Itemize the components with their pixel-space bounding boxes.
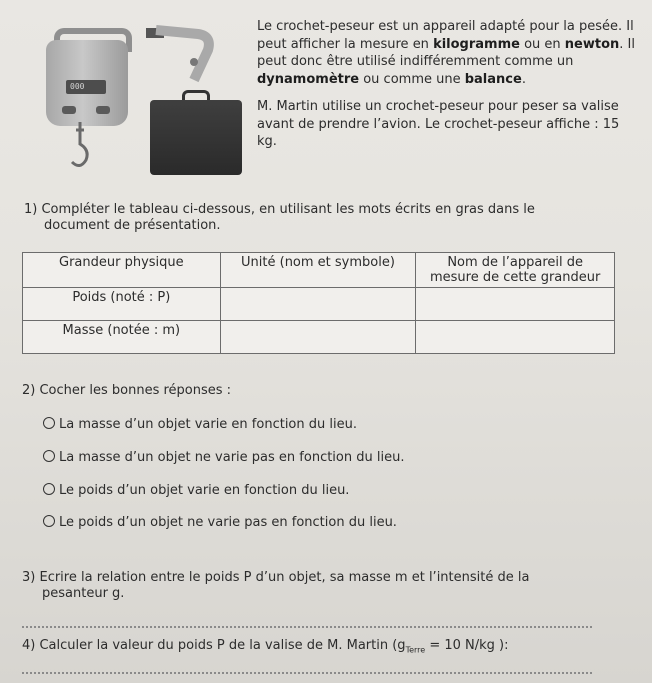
table-header: Unité (nom et symbole) xyxy=(220,253,416,288)
table-header: Grandeur physique xyxy=(23,253,221,288)
suitcase-image xyxy=(146,20,256,180)
intro-paragraph-1: Le crochet-peseur est un appareil adapté pour la pesée. Il peut afficher la mesure en kilogramme ou en newton. Il peut donc être utilisé indifféremment comme un dynamomètre ou comme une balance. xyxy=(257,19,635,87)
scale-display: 000 xyxy=(70,82,85,91)
answer-table xyxy=(22,252,615,354)
illustration xyxy=(28,10,253,180)
answer-line[interactable] xyxy=(22,672,592,674)
checkbox-option[interactable]: La masse d’un objet varie en fonction du lieu. xyxy=(43,417,357,432)
table-answer-cell[interactable] xyxy=(220,321,416,354)
radio-circle-icon[interactable] xyxy=(43,483,55,495)
answer-line[interactable] xyxy=(22,626,592,628)
table-row xyxy=(23,288,615,321)
checkbox-option[interactable]: La masse d’un objet ne varie pas en fonction du lieu. xyxy=(43,450,404,465)
hook-icon xyxy=(68,122,98,172)
radio-circle-icon[interactable] xyxy=(43,450,55,462)
table-cell: Masse (notée : m) xyxy=(23,321,221,354)
table-row xyxy=(23,321,615,354)
intro-paragraph-2: M. Martin utilise un crochet-peseur pour peser sa valise avant de prendre l’avion. Le crochet-peseur affiche : 15 kg. xyxy=(257,99,620,149)
table-answer-cell[interactable] xyxy=(220,288,416,321)
table-header: Nom de l’appareil de mesure de cette grandeur xyxy=(416,253,615,288)
table-cell: Poids (noté : P) xyxy=(23,288,221,321)
table-answer-cell[interactable] xyxy=(416,288,615,321)
radio-circle-icon[interactable] xyxy=(43,515,55,527)
table-answer-cell[interactable] xyxy=(416,321,615,354)
question-1: 1) Compléter le tableau ci-dessous, en utilisant les mots écrits en gras dans le document de présentation. xyxy=(24,202,535,233)
question-3: 3) Ecrire la relation entre le poids P d’un objet, sa masse m et l’intensité de la pesanteur g. xyxy=(22,570,530,601)
checkbox-option[interactable]: Le poids d’un objet varie en fonction du lieu. xyxy=(43,483,349,498)
presentation-text xyxy=(257,18,637,161)
question-2: 2) Cocher les bonnes réponses : xyxy=(22,383,232,398)
radio-circle-icon[interactable] xyxy=(43,417,55,429)
hanging-scale-image xyxy=(46,28,128,126)
question-4: 4) Calculer la valeur du poids P de la valise de M. Martin ($g_{Terre} = 10$ N/kg ): xyxy=(22,638,509,655)
checkbox-option[interactable]: Le poids d’un objet ne varie pas en fonction du lieu. xyxy=(43,515,397,530)
